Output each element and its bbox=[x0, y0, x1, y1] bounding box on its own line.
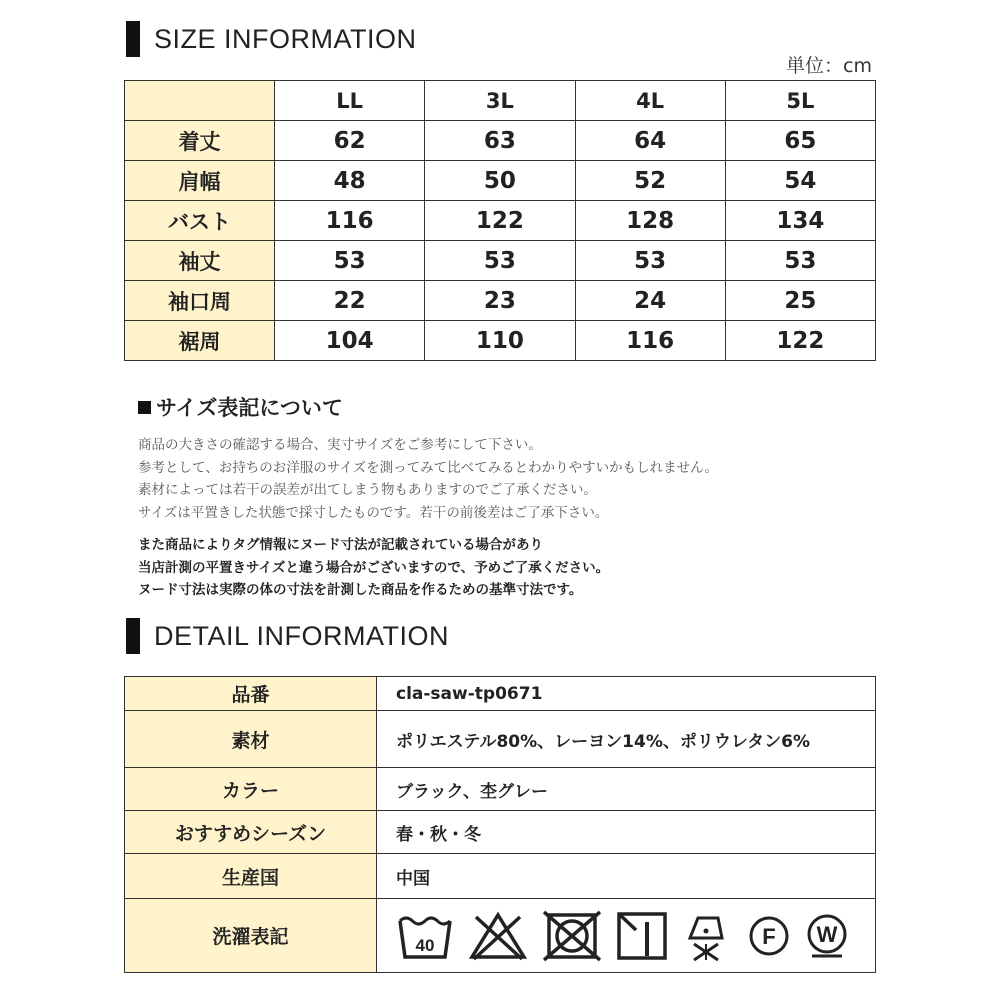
detail-label: 洗濯表記 bbox=[125, 899, 377, 973]
detail-value: ブラック、杢グレー bbox=[377, 768, 876, 811]
notes-heading bbox=[138, 392, 878, 422]
care-icons-row bbox=[396, 900, 875, 972]
table-cell: 24 bbox=[575, 281, 725, 321]
detail-label: 素材 bbox=[125, 711, 377, 768]
size-section-title: SIZE INFORMATION bbox=[154, 23, 417, 54]
size-column-header: 4L bbox=[575, 81, 725, 121]
table-cell: 48 bbox=[275, 161, 425, 201]
table-cell: 53 bbox=[725, 241, 875, 281]
table-cell: 122 bbox=[425, 201, 575, 241]
detail-label: おすすめシーズン bbox=[125, 811, 377, 854]
detail-value: ポリエステル80%、レーヨン14%、ポリウレタン6% bbox=[377, 711, 876, 768]
size-section-header bbox=[126, 20, 417, 58]
detail-label: 品番 bbox=[125, 677, 377, 711]
table-cell: 134 bbox=[725, 201, 875, 241]
size-column-header: 3L bbox=[425, 81, 575, 121]
wetclean-w-icon bbox=[804, 913, 850, 959]
table-cell: 53 bbox=[425, 241, 575, 281]
table-cell: 128 bbox=[575, 201, 725, 241]
row-label: 袖丈 bbox=[125, 241, 275, 281]
table-cell: 116 bbox=[275, 201, 425, 241]
wetclean-letter: W bbox=[816, 921, 838, 947]
table-row bbox=[125, 677, 876, 711]
table-row bbox=[125, 711, 876, 768]
header-bar bbox=[126, 21, 140, 57]
notes-line: サイズは平置きした状態で採寸したものです。若干の前後差はご了承下さい。 bbox=[138, 504, 609, 521]
line-dry-shade-icon bbox=[616, 910, 670, 962]
table-row bbox=[125, 899, 876, 973]
notes-bold-block bbox=[138, 534, 878, 602]
detail-section-header bbox=[126, 617, 449, 655]
detail-section-title: DETAIL INFORMATION bbox=[154, 620, 450, 651]
table-row bbox=[125, 281, 876, 321]
table-cell: 22 bbox=[275, 281, 425, 321]
table-cell: 54 bbox=[725, 161, 875, 201]
table-cell: 52 bbox=[575, 161, 725, 201]
table-cell: 53 bbox=[575, 241, 725, 281]
wash-temp-label: 40 bbox=[415, 935, 435, 955]
table-row bbox=[125, 768, 876, 811]
table-cell: 110 bbox=[425, 321, 575, 361]
table-cell: 53 bbox=[275, 241, 425, 281]
table-cell: 50 bbox=[425, 161, 575, 201]
row-label: 裾周 bbox=[125, 321, 275, 361]
table-cell: 64 bbox=[575, 121, 725, 161]
table-row bbox=[125, 241, 876, 281]
table-cell: 65 bbox=[725, 121, 875, 161]
table-row bbox=[125, 201, 876, 241]
detail-value: cla-saw-tp0671 bbox=[377, 677, 876, 711]
dryclean-f-icon bbox=[748, 915, 790, 957]
row-label: バスト bbox=[125, 201, 275, 241]
notes-bold-line: また商品によりタグ情報にヌード寸法が記載されている場合があり bbox=[138, 537, 543, 553]
table-cell: 63 bbox=[425, 121, 575, 161]
table-cell: 23 bbox=[425, 281, 575, 321]
size-header-row bbox=[125, 81, 876, 121]
table-cell: 104 bbox=[275, 321, 425, 361]
unit-label: 単位：cm bbox=[786, 55, 872, 77]
table-row bbox=[125, 161, 876, 201]
detail-value: 中国 bbox=[377, 854, 876, 899]
size-corner-cell bbox=[125, 81, 275, 121]
table-cell: 62 bbox=[275, 121, 425, 161]
row-label: 着丈 bbox=[125, 121, 275, 161]
size-table bbox=[124, 80, 876, 361]
table-cell: 116 bbox=[575, 321, 725, 361]
notes-line: 参考として、お持ちのお洋服のサイズを測ってみて比べてみるとわかりやすいかもしれません。 bbox=[138, 459, 718, 476]
detail-label: 生産国 bbox=[125, 854, 377, 899]
square-bullet-icon bbox=[138, 401, 151, 414]
notes-heading-text: サイズ表記について bbox=[156, 396, 343, 420]
header-bar bbox=[126, 618, 140, 654]
iron-low-no-steam-icon bbox=[684, 910, 734, 962]
notes-line: 素材によっては若干の誤差が出てしまう物もありますのでご了承ください。 bbox=[138, 482, 597, 498]
size-column-header: LL bbox=[275, 81, 425, 121]
detail-label: カラー bbox=[125, 768, 377, 811]
no-bleach-icon bbox=[468, 911, 528, 961]
detail-table bbox=[124, 676, 876, 973]
size-notes bbox=[138, 392, 878, 602]
table-cell: 25 bbox=[725, 281, 875, 321]
row-label: 肩幅 bbox=[125, 161, 275, 201]
detail-value: 春・秋・冬 bbox=[377, 811, 876, 854]
notes-line: 商品の大きさの確認する場合、実寸サイズをご参考にして下さい。 bbox=[138, 437, 542, 453]
care-icons-cell bbox=[377, 899, 876, 973]
size-column-header: 5L bbox=[725, 81, 875, 121]
row-label: 袖口周 bbox=[125, 281, 275, 321]
table-row bbox=[125, 854, 876, 899]
table-row bbox=[125, 321, 876, 361]
table-row bbox=[125, 811, 876, 854]
dryclean-letter: F bbox=[762, 923, 776, 949]
wash-40-icon bbox=[396, 911, 454, 961]
notes-bold-line: ヌード寸法は実際の体の寸法を計測した商品を作るための基準寸法です。 bbox=[138, 582, 583, 598]
table-row bbox=[125, 121, 876, 161]
notes-bold-line: 当店計測の平置きサイズと違う場合がございますので、予めご了承ください。 bbox=[138, 559, 610, 576]
table-cell: 122 bbox=[725, 321, 875, 361]
no-tumble-dry-icon bbox=[542, 910, 602, 962]
